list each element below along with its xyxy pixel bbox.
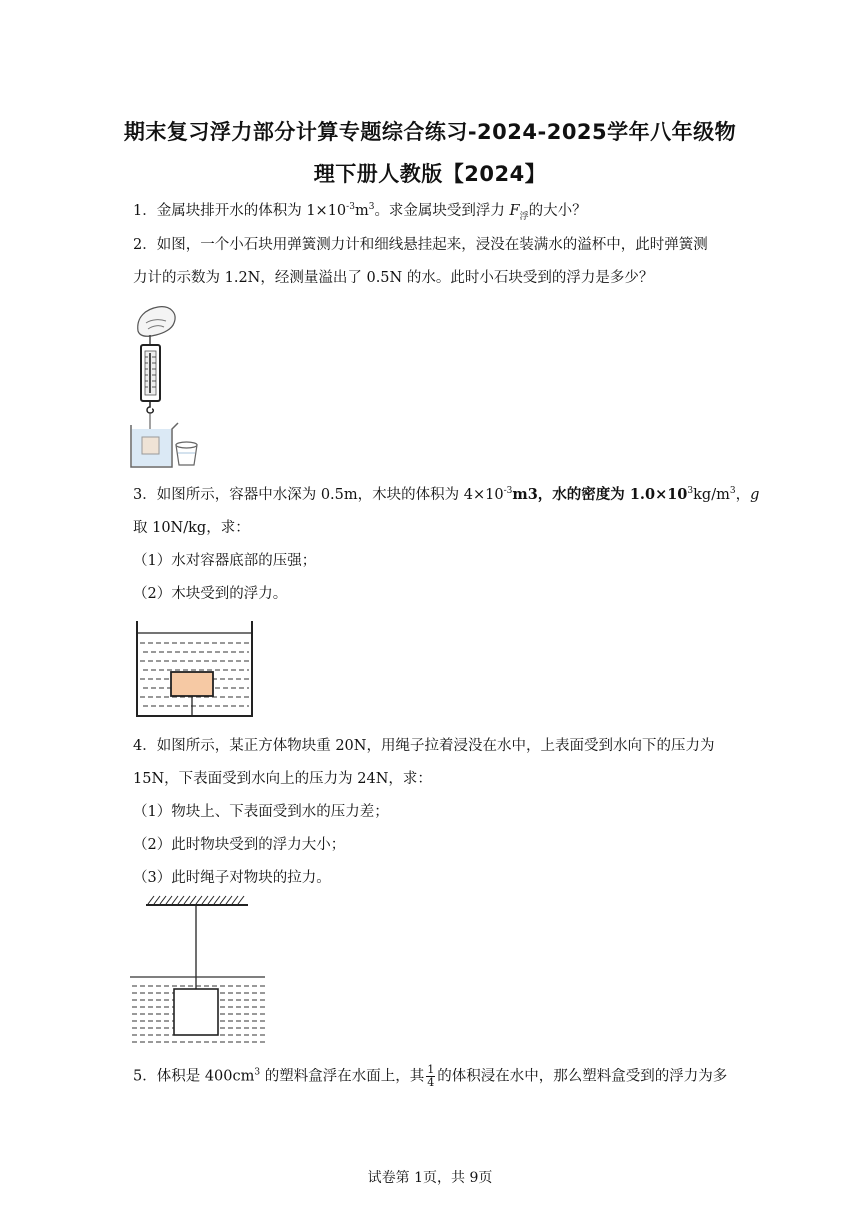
- question-2-line-2: 力计的示数为 1.2N，经测量溢出了 0.5N 的水。此时小石块受到的浮力是多少？: [133, 270, 654, 286]
- page-footer: 试卷第 1页，共 9页: [367, 1170, 493, 1186]
- q3-text-d: ，: [735, 487, 751, 503]
- q1-exponent-2: 3: [368, 202, 375, 213]
- question-4-line-1: 4．如图所示，某正方体物块重 20N，用绳子拉着浸没在水中，上表面受到水向下的压力为: [133, 738, 715, 754]
- container: [137, 621, 252, 716]
- q3-symbol-g: g: [750, 487, 760, 503]
- question-3-sub-1: （1）水对容器底部的压强；: [133, 553, 317, 569]
- q1-text-d: 的大小？: [528, 203, 587, 219]
- hand-icon: [138, 307, 175, 337]
- q5-fraction: [426, 1064, 435, 1089]
- q3-exponent-2: 3: [687, 486, 694, 497]
- q3-exponent-1: -3: [503, 486, 513, 497]
- container-wood-block-figure: [135, 619, 255, 719]
- q5-exponent: 3: [254, 1067, 261, 1078]
- q3-text-c: kg/m: [693, 487, 730, 503]
- question-4-sub-2: （2）此时物块受到的浮力大小；: [133, 837, 346, 853]
- q1-text-c: 。求金属块受到浮力: [374, 203, 510, 219]
- question-4-sub-1: （1）物块上、下表面受到水的压力差；: [133, 804, 389, 820]
- q5-text-c: 的体积浸在水中，那么塑料盒受到的浮力为多: [437, 1068, 728, 1085]
- q5-text-b: 的塑料盒浮在水面上，其: [260, 1068, 425, 1085]
- q5-text-a: 5．体积是 400cm: [133, 1068, 255, 1085]
- q1-text-a: 1．金属块排开水的体积为 1×10: [133, 203, 347, 219]
- question-3-line-2: 取 10N/kg，求：: [133, 520, 250, 536]
- spring-scale-overflow-cup-figure: [128, 303, 208, 471]
- document-title-line-2: 理下册人教版【2024】: [313, 162, 547, 186]
- ceiling-rope-cube-figure: [128, 893, 270, 1049]
- question-2-line-1: 2．如图，一个小石块用弹簧测力计和细线悬挂起来，浸没在装满水的溢杯中，此时弹簧测: [133, 237, 708, 253]
- cube-block: [174, 989, 218, 1035]
- q5-fraction-numerator: 1: [427, 1063, 435, 1076]
- document-title-line-1: 期末复习浮力部分计算专题综合练习-2024-2025学年八年级物: [123, 120, 737, 144]
- q3-text-a: 3．如图所示，容器中水深为 0.5m，木块的体积为 4×10: [133, 487, 504, 503]
- wood-block: [171, 672, 213, 696]
- question-4-line-2: 15N，下表面受到水向上的压力为 24N，求：: [133, 771, 432, 787]
- q5-fraction-denominator: 4: [427, 1076, 435, 1089]
- q1-exponent: -3: [346, 202, 355, 213]
- stone-block: [142, 437, 159, 454]
- q3-exponent-3: 3: [729, 486, 736, 497]
- question-5: [133, 1064, 733, 1089]
- q3-text-b: m3，水的密度为 1.0×10: [512, 486, 688, 503]
- q1-subscript: 浮: [519, 211, 529, 222]
- question-4-sub-3: （3）此时绳子对物块的拉力。: [133, 870, 331, 886]
- q1-symbol-F: F: [509, 203, 520, 219]
- q1-text-b: m: [354, 203, 369, 219]
- question-3-line-1: [133, 485, 760, 505]
- question-3-sub-2: （2）木块受到的浮力。: [133, 586, 288, 602]
- question-1: [133, 201, 733, 221]
